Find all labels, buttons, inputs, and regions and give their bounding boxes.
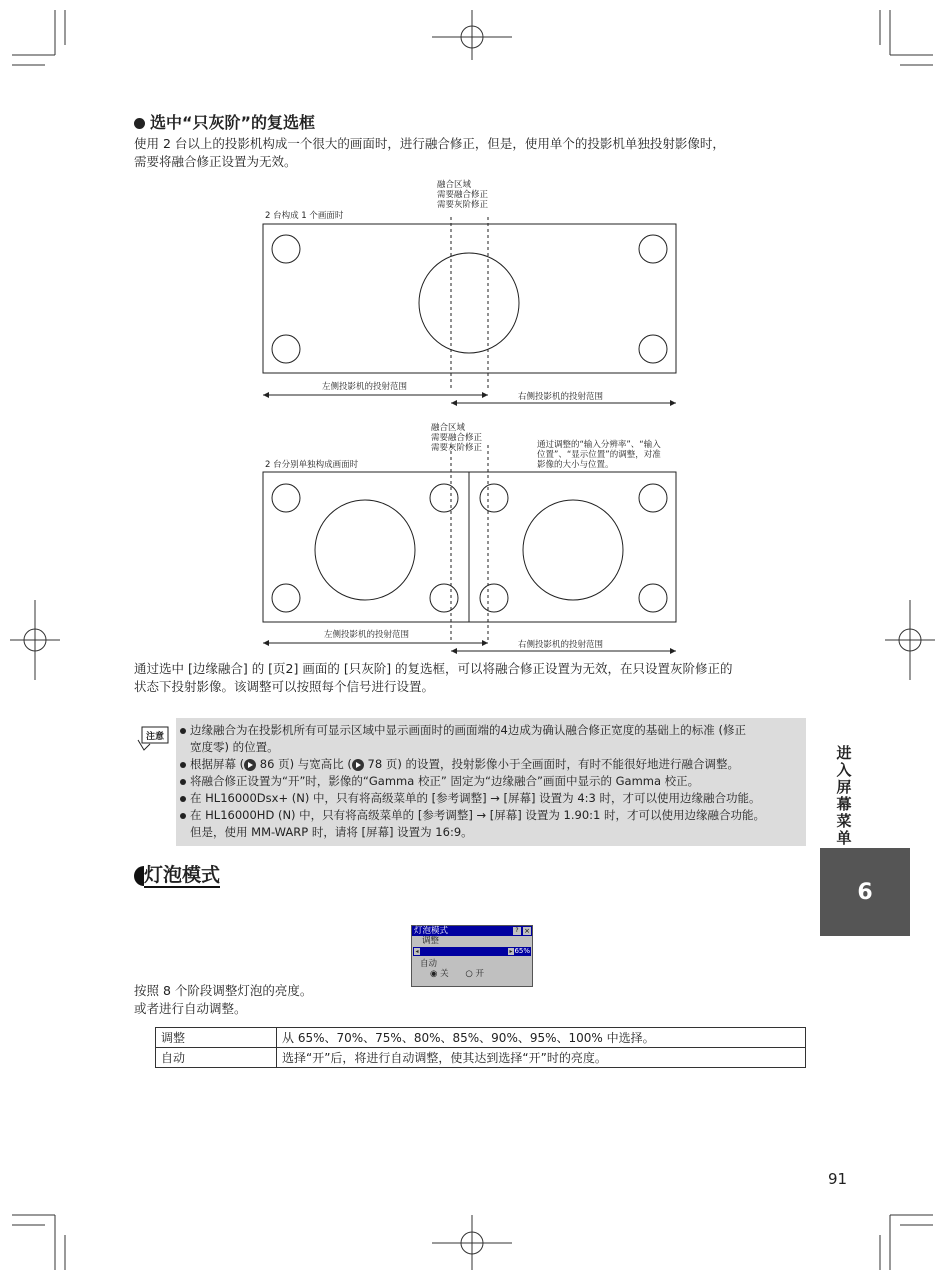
- lamp-mode-table: [155, 1027, 806, 1068]
- lamp-mode-dialog: [411, 925, 533, 987]
- table-cell-name: 调整: [156, 1028, 277, 1048]
- diagram2-circle: [480, 484, 508, 512]
- table-row: [156, 1048, 806, 1068]
- note-bullet: [180, 813, 186, 819]
- section1-intro-2: 需要将融合修正设置为无效。: [134, 154, 297, 169]
- diagram1-circle: [639, 335, 667, 363]
- diagram2-left-center-circle: [315, 500, 415, 600]
- note-bullet: [180, 796, 186, 802]
- side-tab-label: 进 入 屏 幕 菜 单: [836, 744, 852, 847]
- diagram1-circle: [272, 335, 300, 363]
- note-5a: 在 HL16000HD (N) 中，只有将高级菜单的 [参考调整] → [屏幕] 设置为 1.90:1 时，才可以使用边缘融合功能。: [180, 807, 765, 824]
- diagram1-screen: [263, 224, 676, 373]
- diagram2-circle: [430, 584, 458, 612]
- diagram1-circle: [639, 235, 667, 263]
- section2-heading: [134, 860, 220, 887]
- section2-title: 灯泡模式: [144, 864, 221, 886]
- dialog-title: 灯泡模式: [414, 926, 449, 936]
- auto-radio-group: [412, 969, 532, 979]
- radio-off[interactable]: ◉ 关: [430, 969, 449, 979]
- note-bullet: [180, 728, 186, 734]
- diagram2-circle: [639, 484, 667, 512]
- diagram1-center-circle: [419, 253, 519, 353]
- diagram1: [255, 215, 685, 410]
- diagram2-zone-label-2: 需要融合修正: [431, 433, 483, 443]
- chapter-number: 6: [857, 879, 873, 905]
- diagram2-note-1: 通过调整的“输入分辨率”、“输入: [537, 440, 661, 450]
- diagram2-zone-label-1: 融合区域: [431, 423, 466, 433]
- slider-left-icon[interactable]: ◂: [415, 948, 419, 955]
- caution-label: 注意: [146, 732, 165, 742]
- heading-bullet: [134, 118, 145, 129]
- note-2: 根据屏幕 ( 86 页) 与宽高比 ( 78 页) 的设置，投射影像小于全画面时，有时不能很好地进行融合调整。: [180, 756, 739, 773]
- dialog-adjust-label: 调整: [422, 936, 440, 946]
- heading-marker: [134, 866, 144, 886]
- page-ref-icon: [352, 759, 364, 771]
- diagram1-circle: [272, 235, 300, 263]
- section2-desc1: 按照 8 个阶段调整灯泡的亮度。: [134, 983, 313, 998]
- note-5b: 但是，使用 MM-WARP 时，请将 [屏幕] 设置为 16:9。: [190, 825, 473, 839]
- diagram1-left-range: 左侧投影机的投射范围: [322, 382, 408, 392]
- dialog-auto-label: 自动: [420, 959, 438, 969]
- diagram2-right-range: 右侧投影机的投射范围: [518, 640, 604, 650]
- page-number: 91: [828, 1170, 848, 1188]
- diagram1-zone-label-1: 融合区域: [437, 180, 472, 190]
- diagram2-left-range: 左侧投影机的投射范围: [324, 630, 410, 640]
- diagram1-zone-label-2: 需要融合修正: [437, 190, 489, 200]
- diagram2: [255, 445, 685, 660]
- diagram2-zone-label-3: 需要灰阶修正: [431, 443, 483, 453]
- close-icon[interactable]: ×: [524, 927, 530, 935]
- radio-on[interactable]: ○ 开: [465, 969, 484, 979]
- diagram2-circle: [272, 584, 300, 612]
- note-bullet: [180, 779, 186, 785]
- diagram2-circle: [272, 484, 300, 512]
- diagram2-note-2: 位置”、“显示位置”的调整，对准: [537, 450, 661, 460]
- diagram2-right-center-circle: [523, 500, 623, 600]
- section1-heading: [134, 110, 315, 133]
- table-cell-name: 自动: [156, 1048, 277, 1068]
- note-4: 在 HL16000Dsx+ (N) 中，只有将高级菜单的 [参考调整] → [屏幕] 设置为 4:3 时，才可以使用边缘融合功能。: [180, 790, 761, 807]
- note-1b: 宽度零) 的位置。: [190, 740, 279, 754]
- para2-line1: 通过选中 [边缘融合] 的 [页2] 画面的 [只灰阶] 的复选框，可以将融合修正设置为无效，在只设置灰阶修正的: [134, 661, 733, 676]
- diagram2-circle: [639, 584, 667, 612]
- diagram2-circle: [430, 484, 458, 512]
- diagram1-caption: 2 台构成 1 个画面时: [265, 211, 344, 221]
- caution-icon: [136, 726, 168, 752]
- diagram2-note-3: 影像的大小与位置。: [537, 460, 614, 470]
- section1-intro-1: 使用 2 台以上的投影机构成一个很大的画面时，进行融合修正，但是，使用单个的投影机单独投射影像时，: [134, 136, 725, 151]
- para2-line2: 状态下投射影像。该调整可以按照每个信号进行设置。: [134, 679, 435, 694]
- brightness-slider[interactable]: [413, 947, 531, 956]
- page-ref-icon: [244, 759, 256, 771]
- slider-right-icon[interactable]: ▸: [509, 948, 513, 955]
- diagram2-caption: 2 台分别单独构成画面时: [265, 460, 359, 470]
- section1-title: 选中“只灰阶”的复选框: [150, 113, 316, 132]
- table-cell-desc: 从 65%、70%、75%、80%、85%、90%、95%、100% 中选择。: [277, 1028, 806, 1048]
- note-1a: 边缘融合为在投影机所有可显示区域中显示画面时的画面端的4边成为确认融合修正宽度的基础上的标准 (修正: [180, 722, 746, 739]
- help-icon[interactable]: ?: [513, 927, 521, 935]
- diagram1-zone-label-3: 需要灰阶修正: [437, 200, 489, 210]
- table-cell-desc: 选择“开”后，将进行自动调整，使其达到选择“开”时的亮度。: [277, 1048, 806, 1068]
- diagram2-circle: [480, 584, 508, 612]
- dialog-titlebar: [412, 926, 532, 936]
- note-bullet: [180, 762, 186, 768]
- note-3: 将融合修正设置为“开”时，影像的“Gamma 校正” 固定为“边缘融合”画面中显示的 Gamma 校正。: [180, 773, 699, 790]
- chapter-tab: [820, 848, 910, 936]
- diagram1-right-range: 右侧投影机的投射范围: [518, 392, 604, 402]
- slider-value: 65%: [514, 947, 530, 955]
- table-row: [156, 1028, 806, 1048]
- section2-desc2: 或者进行自动调整。: [134, 1001, 247, 1016]
